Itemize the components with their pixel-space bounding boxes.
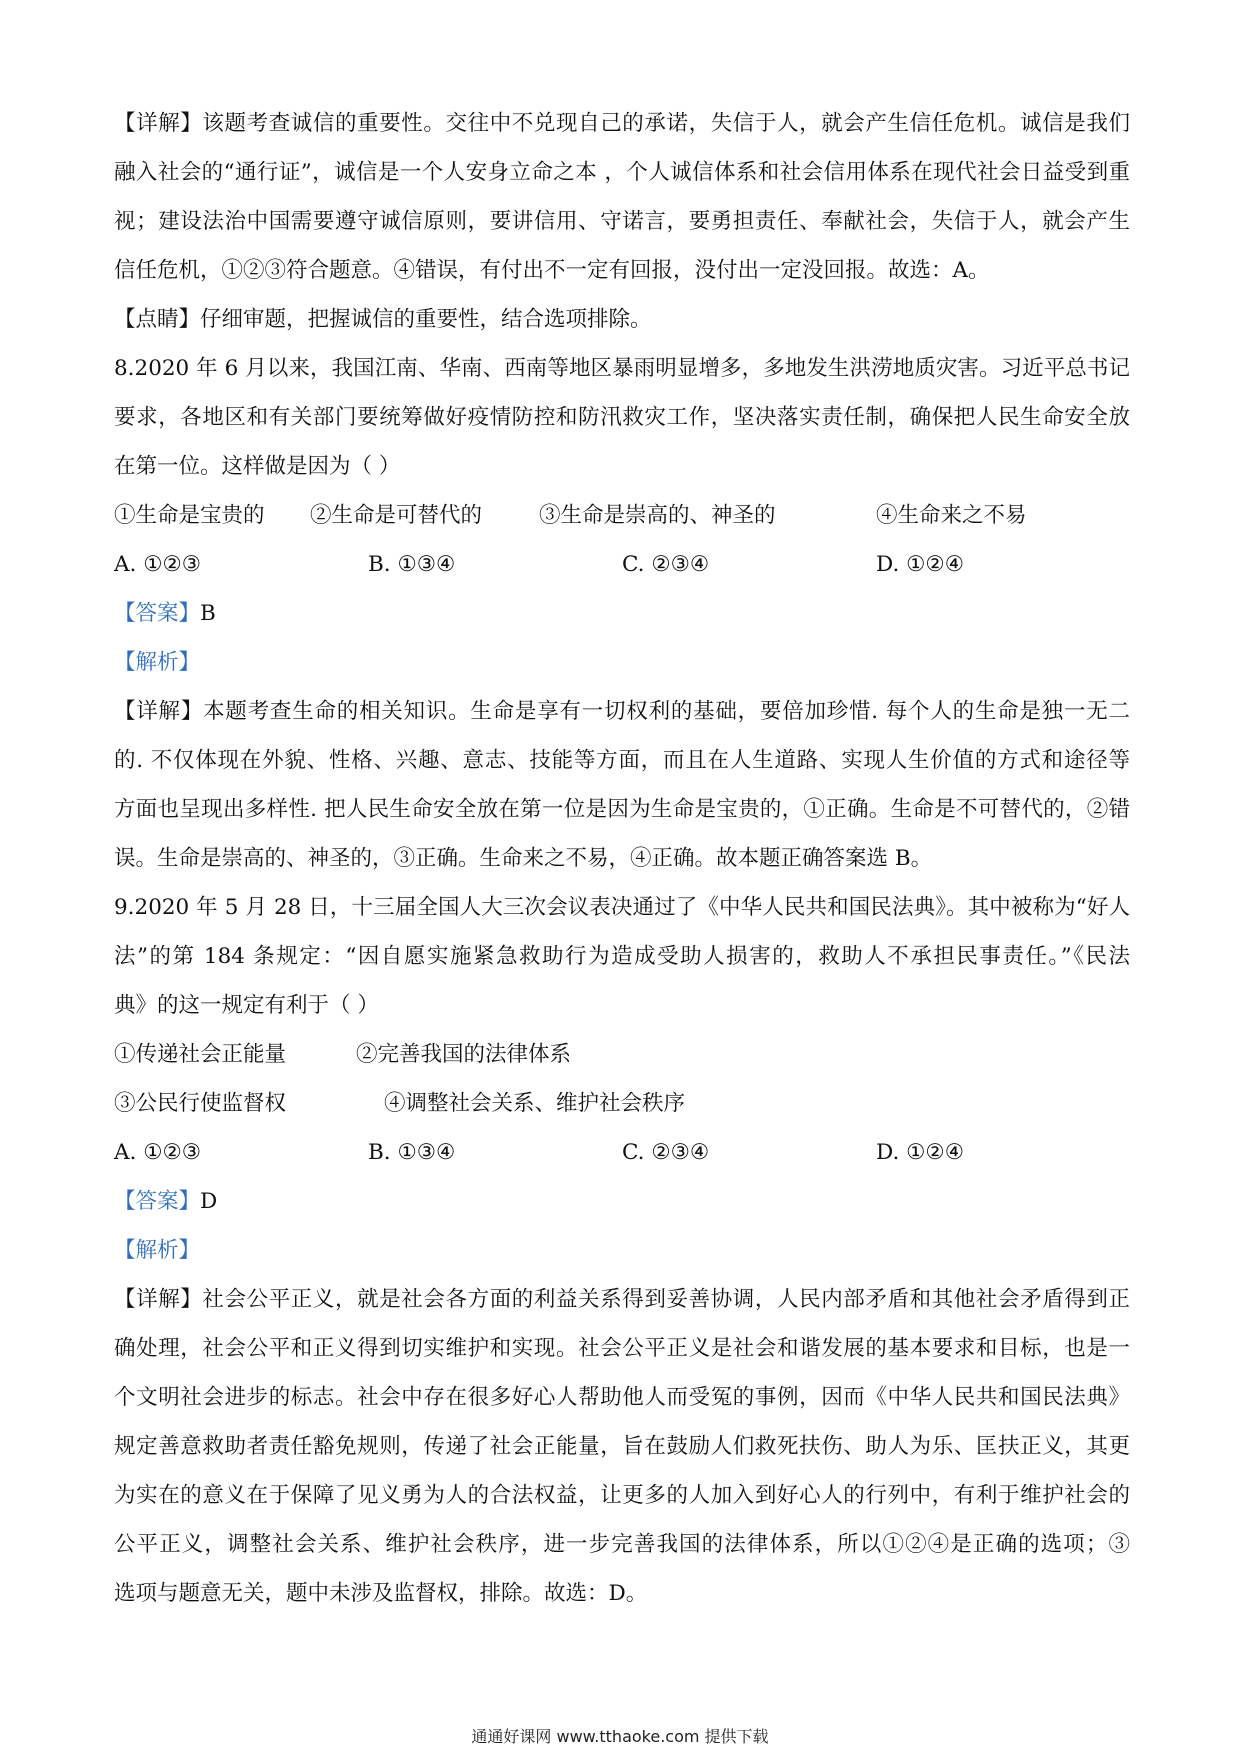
q9-detail-line: 规定善意救助者责任豁免规则，传递了社会正能量，旨在鼓励人们救死扶伤、助人为乐、匡扶正义，其更 [114,1434,1130,1459]
q7-detail-line: 融入社会的“通行证”，诚信是一个人安身立命之本 ，个人诚信体系和社会信用体系在现代社会日益受到重 [114,160,1130,185]
q9-detail-line: 【详解】社会公平正义，就是社会各方面的利益关系得到妥善协调，人民内部矛盾和其他社会矛盾得到正 [114,1287,1130,1312]
q9-detail-line: 选项与题意无关，题中未涉及监督权，排除。故选：D。 [114,1581,648,1606]
q8-detail-line: 方面也呈现出多样性. 把人民生命安全放在第一位是因为生命是宝贵的，①正确。生命是不可替代的，②错 [114,797,1130,822]
q9-choice-b: B. ①③④ [368,1140,456,1165]
q9-choice-c: C. ②③④ [622,1140,710,1165]
q7-detail-line: 信任危机，①②③符合题意。④错误，有付出不一定有回报，没付出一定没回报。故选：A。 [114,258,990,283]
answer-value: D [200,1189,218,1214]
q9-statement-items-row2 [114,1079,1130,1128]
page-footer: 通通好课网 www.tthaoke.com 提供下载 [471,1727,769,1746]
q9-item: ①传递社会正能量 [114,1042,287,1067]
q8-stem-line: 要求，各地区和有关部门要统筹做好疫情防控和防汛救灾工作，坚决落实责任制，确保把人民生命安全放 [114,405,1130,430]
q8-choice-c: C. ②③④ [622,552,710,577]
q8-detail-line: 误。生命是崇高的、神圣的，③正确。生命来之不易，④正确。故本题正确答案选 B。 [114,846,933,871]
q8-analysis-tag: 【解析】 [114,650,201,675]
answer-tag: 【答案】 [114,1189,201,1214]
q9-choice-a: A. ①②③ [114,1140,202,1165]
q8-detail-line: 的. 不仅体现在外貌、性格、兴趣、意志、技能等方面，而且在人生道路、实现人生价值的方式和途径等 [114,748,1130,773]
q9-item: ③公民行使监督权 [114,1091,287,1116]
q9-stem-line: 法”的第 184 条规定：“因自愿实施紧急救助行为造成受助人损害的，救助人不承担民事责任。”《民法 [114,944,1130,969]
q9-answer [114,1177,1130,1226]
q8-statement-items [114,491,1130,540]
q8-stem-line: 8.2020 年 6 月以来，我国江南、华南、西南等地区暴雨明显增多，多地发生洪涝地质灾害。习近平总书记 [114,356,1130,381]
q8-item: ③生命是崇高的、神圣的 [539,503,776,528]
q8-item: ②生命是可替代的 [310,503,483,528]
q9-analysis-tag: 【解析】 [114,1238,201,1263]
q7-detail-line: 视；建设法治中国需要遵守诚信原则，要讲信用、守诺言，要勇担责任、奉献社会，失信于人，就会产生 [114,209,1130,234]
q8-choice-b: B. ①③④ [368,552,456,577]
q9-stem-line: 典》的这一规定有利于（ ） [114,993,379,1018]
q8-stem-line: 在第一位。这样做是因为（ ） [114,454,401,479]
answer-value: B [200,601,216,626]
page-content [114,99,1130,1618]
q9-detail-line: 公平正义，调整社会关系、维护社会秩序，进一步完善我国的法律体系，所以①②④是正确的选项；③ [114,1532,1130,1557]
q9-detail-line: 确处理，社会公平和正义得到切实维护和实现。社会公平正义是社会和谐发展的基本要求和目标，也是一 [114,1336,1130,1361]
q8-item: ①生命是宝贵的 [114,503,265,528]
q7-tip: 【点睛】仔细审题，把握诚信的重要性，结合选项排除。 [114,307,652,332]
q8-choices [114,540,1130,589]
q8-choice-d: D. ①②④ [876,552,964,577]
q7-detail-line: 【详解】该题考查诚信的重要性。交往中不兑现自己的承诺，失信于人，就会产生信任危机。诚信是我们 [114,111,1130,136]
q9-item: ④调整社会关系、维护社会秩序 [384,1091,686,1116]
q9-detail-line: 个文明社会进步的标志。社会中存在很多好心人帮助他人而受冤的事例，因而《中华人民共和国民法典》 [114,1385,1130,1410]
q8-detail-line: 【详解】本题考查生命的相关知识。生命是享有一切权利的基础，要倍加珍惜. 每个人的生命是独一无二 [114,699,1130,724]
q9-detail-line: 为实在的意义在于保障了见义勇为人的合法权益，让更多的人加入到好心人的行列中，有利于维护社会的 [114,1483,1130,1508]
q9-item: ②完善我国的法律体系 [356,1042,572,1067]
q9-choices [114,1128,1130,1177]
q8-choice-a: A. ①②③ [114,552,202,577]
q8-item: ④生命来之不易 [876,503,1027,528]
answer-tag: 【答案】 [114,601,201,626]
q9-statement-items-row1 [114,1030,1130,1079]
q9-stem-line: 9.2020 年 5 月 28 日，十三届全国人大三次会议表决通过了《中华人民共和国民法典》。其中被称为“好人 [114,895,1130,920]
q9-choice-d: D. ①②④ [876,1140,964,1165]
q8-answer [114,589,1130,638]
